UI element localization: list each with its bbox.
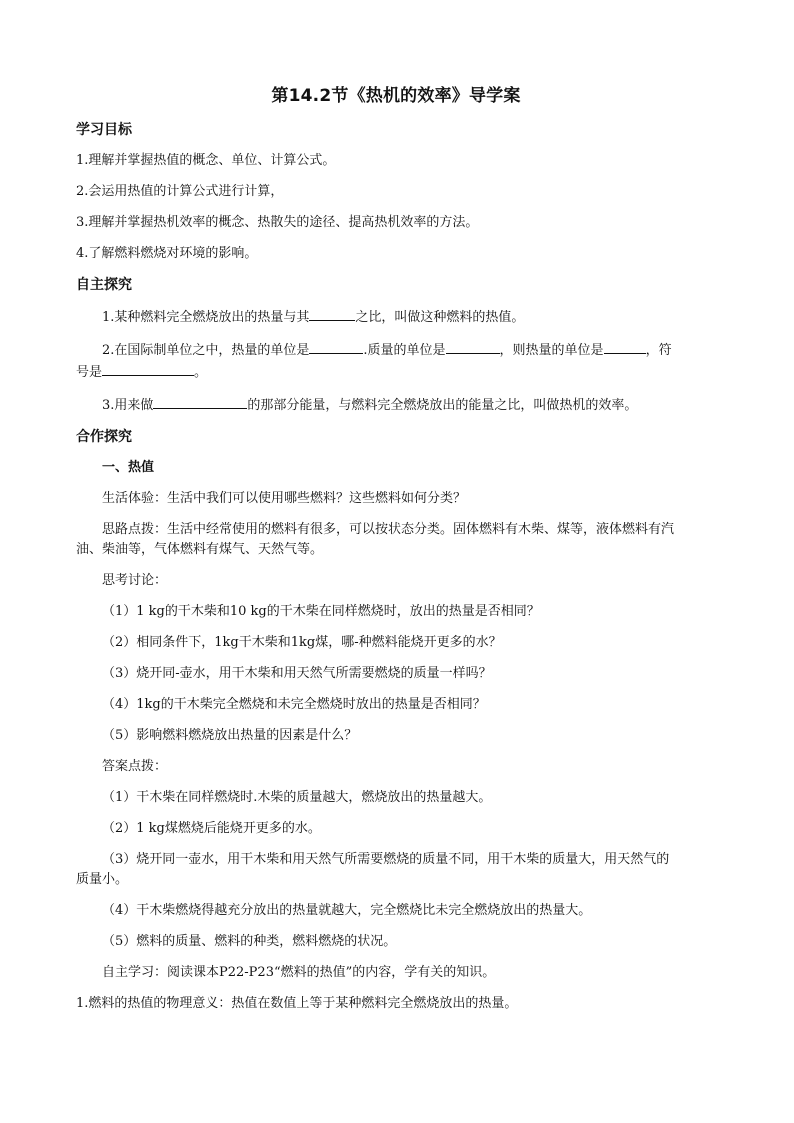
discussion-heading: 思考讨论： <box>102 573 168 588</box>
discussion-question-1: （1）1 kg的干木柴和10 kg的干木柴在同样燃烧时，放出的热量是否相同？ <box>102 604 540 619</box>
document-title: 第14.2节《热机的效率》导学案 <box>271 86 521 106</box>
discussion-question-2: （2）相同条件下，1kg干木柴和1kg煤，哪-种燃料能烧开更多的水？ <box>102 635 502 650</box>
question-3-part-a: 3.用来做 <box>102 398 154 413</box>
self-explore-question-2 <box>76 333 716 361</box>
fill-blank-3 <box>446 339 500 354</box>
self-study-instruction: 自主学习：阅读课本P22-P23“燃料的热值”的内容，学有关的知识。 <box>102 965 496 980</box>
self-explore-question-3 <box>76 388 716 421</box>
answer-5: （5）燃料的质量、燃料的种类，燃料燃烧的状况。 <box>102 934 397 949</box>
question-2-part-f: 。 <box>194 365 208 380</box>
goal-item-4: 4.了解燃料燃烧对环境的影响。 <box>76 246 258 261</box>
document-content <box>76 84 716 1019</box>
fill-blank-4 <box>604 339 646 354</box>
discussion-question-3: （3）烧开同-壶水，用干木柴和用天然气所需要燃烧的质量一样吗？ <box>102 666 492 681</box>
answer-2: （2）1 kg煤燃烧后能烧开更多的水。 <box>102 821 321 836</box>
answer-heading: 答案点拨： <box>102 759 168 774</box>
answer-3-line-1: （3）烧开同一壶水，用干木柴和用天然气所需要燃烧的质量不同，用干木柴的质量大，用天然气的 <box>102 852 670 867</box>
self-explore-question-2-continued <box>76 361 716 388</box>
question-3-part-b: 的那部分能量，与燃料完全燃烧放出的能量之比，叫做热机的效率。 <box>247 398 638 413</box>
discussion-question-5: （5）影响燃料燃烧放出热量的因素是什么？ <box>102 728 358 743</box>
heat-value-meaning: 1.燃料的热值的物理意义：热值在数值上等于某种燃料完全燃烧放出的热量。 <box>76 996 518 1011</box>
question-2-part-e: 号是 <box>76 365 103 380</box>
subheading-heat-value: 一、热值 <box>102 460 155 475</box>
section-heading-cooperate: 合作探究 <box>76 429 132 445</box>
question-1-part-a: 1.某种燃料完全燃烧放出的热量与其 <box>102 310 310 325</box>
self-explore-question-1 <box>76 300 716 333</box>
goal-item-1: 1.理解并掌握热值的概念、单位、计算公式。 <box>76 153 336 168</box>
question-2-part-c: ，则热量的单位是 <box>499 343 604 358</box>
life-experience: 生活体验：生活中我们可以使用哪些燃料？这些燃料如何分类？ <box>102 491 467 506</box>
hint-line-2: 油、柴油等，气体燃料有煤气、天然气等。 <box>76 542 324 557</box>
fill-blank-6 <box>153 394 247 409</box>
answer-4: （4）干木柴燃烧得越充分放出的热量就越大，完全燃烧比未完全燃烧放出的热量大。 <box>102 903 592 918</box>
hint-line-1: 思路点拨：生活中经常使用的燃料有很多，可以按状态分类。固体燃料有木柴、煤等，液体燃料有汽 <box>102 522 675 537</box>
question-1-part-b: 之比，叫做这种燃料的热值。 <box>355 310 525 325</box>
question-2-part-a: 2.在国际制单位之中，热量的单位是 <box>102 343 310 358</box>
fill-blank-1 <box>309 306 355 321</box>
discussion-question-4: （4）1kg的干木柴完全燃烧和未完全燃烧时放出的热量是否相同？ <box>102 697 486 712</box>
fill-blank-2 <box>309 339 363 354</box>
question-2-part-d: ，符 <box>645 343 672 358</box>
section-heading-goals: 学习目标 <box>76 122 132 138</box>
section-heading-self-explore: 自主探究 <box>76 277 132 293</box>
answer-3-line-2: 质量小。 <box>76 872 129 887</box>
question-2-part-b: .质量的单位是 <box>363 343 446 358</box>
goal-item-3: 3.理解并掌握热机效率的概念、热散失的途径、提高热机效率的方法。 <box>76 215 479 230</box>
fill-blank-5 <box>102 361 194 376</box>
goal-item-2: 2.会运用热值的计算公式进行计算， <box>76 184 284 199</box>
answer-1: （1）干木柴在同样燃烧时.木柴的质量越大，燃烧放出的热量越大。 <box>102 790 492 805</box>
